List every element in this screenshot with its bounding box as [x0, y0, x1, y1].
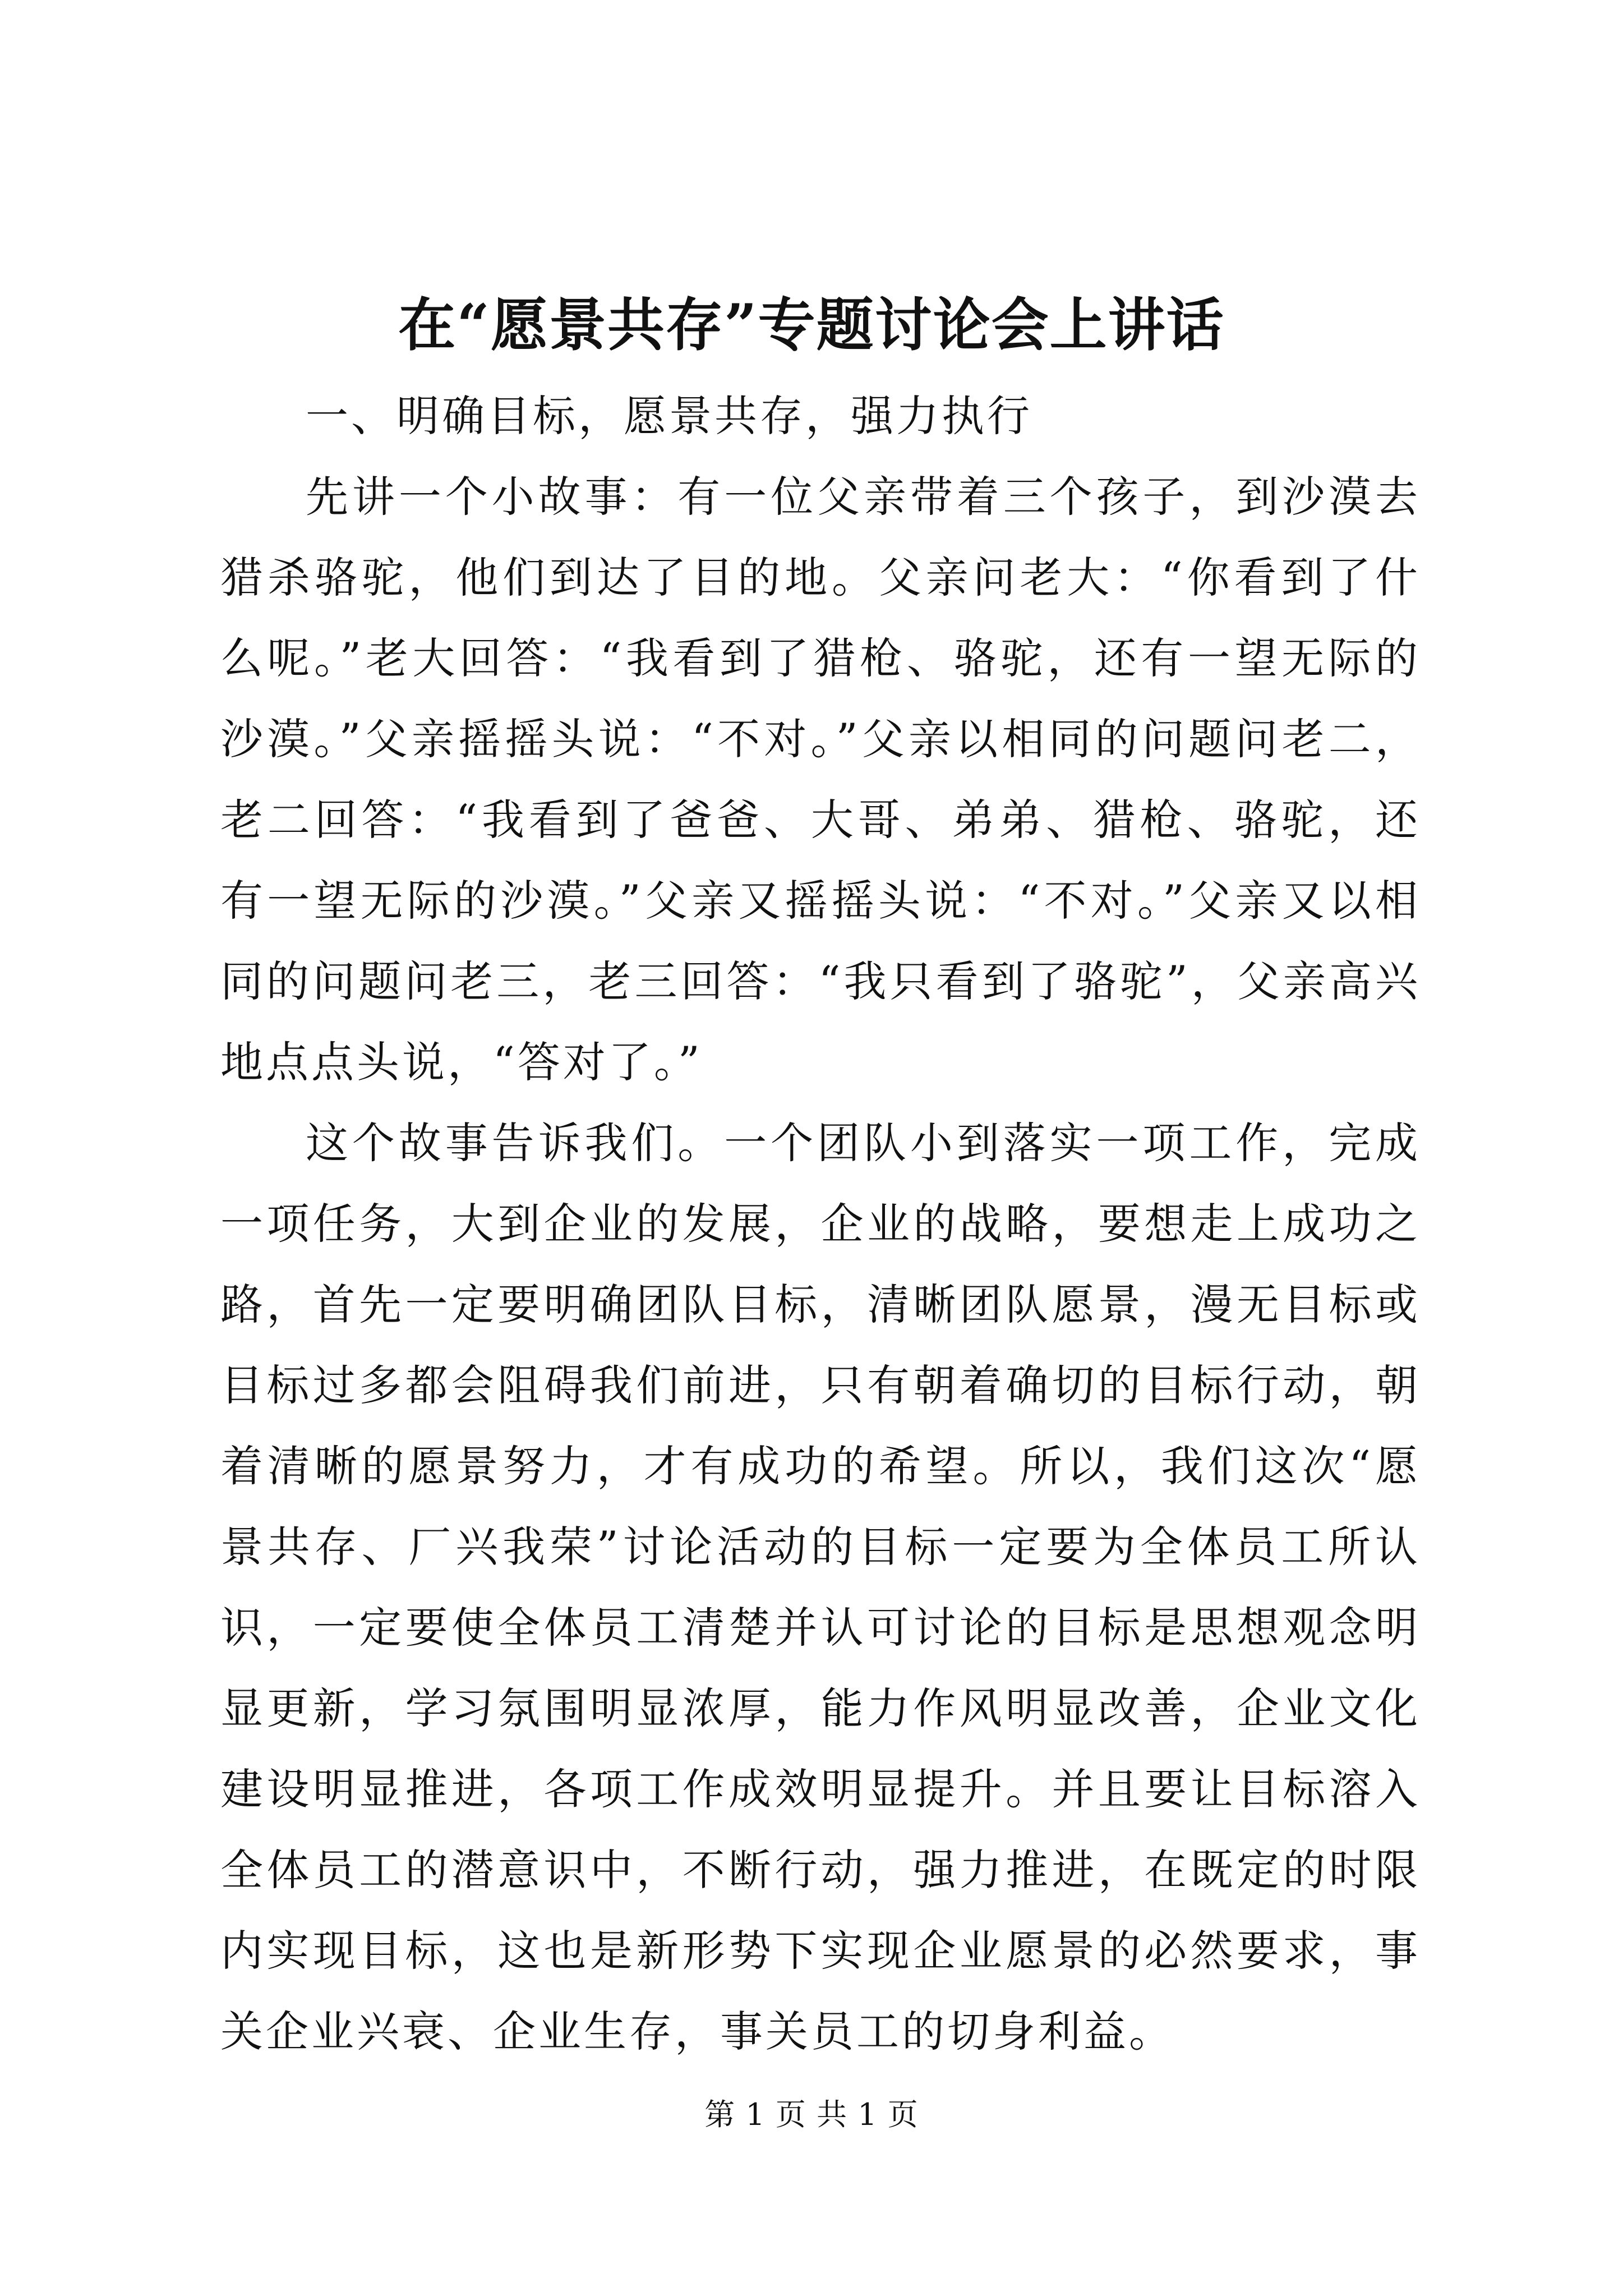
section-heading: 一、明确目标，愿景共存，强力执行 — [306, 391, 1032, 441]
paragraph-story: 先讲一个小故事：有一位父亲带着三个孩子，到沙漠去猎杀骆驼，他们到达了目的地。父亲问老大：“你看到了什么呢。”老大回答：“我看到了猎枪、骆驼，还有一望无际的沙漠。”父亲摇摇头说：“不对。”父亲以相同的问题问老二，老二回答：“我看到了爸爸、大哥、弟弟、猎枪、骆驼，还有一望无际的沙漠。”父亲又摇摇头说：“不对。”父亲又以相同的问题问老三，老三回答：“我只看到了骆驼”，父亲高兴地点点头说，“答对了。” — [220, 472, 1421, 1087]
document-title: 在“愿景共存”专题讨论会上讲话 — [398, 292, 1225, 359]
paragraph-lesson: 这个故事告诉我们。一个团队小到落实一项工作，完成一项任务，大到企业的发展，企业的战略，要想走上成功之路，首先一定要明确团队目标，清晰团队愿景，漫无目标或目标过多都会阻碍我们前进，只有朝着确切的目标行动，朝着清晰的愿景努力，才有成功的希望。所以，我们这次“愿景共存、厂兴我荣”讨论活动的目标一定要为全体员工所认识，一定要使全体员工清楚并认可讨论的目标是思想观念明显更新，学习氛围明显浓厚，能力作风明显改善，企业文化建设明显推进，各项工作成效明显提升。并且要让目标溶入全体员工的潜意识中，不断行动，强力推进，在既定的时限内实现目标，这也是新形势下实现企业愿景的必然要求，事关企业兴衰、企业生存，事关员工的切身利益。 — [220, 1118, 1421, 2056]
document-body — [220, 376, 1421, 2072]
page-footer: 第 1 页 共 1 页 — [704, 2097, 919, 2132]
